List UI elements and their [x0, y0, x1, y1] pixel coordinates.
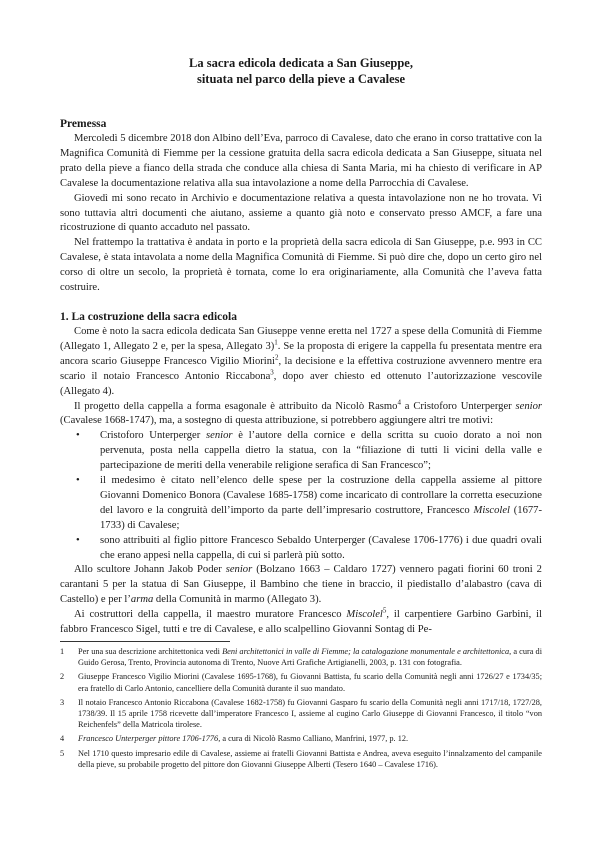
- section-1: [60, 310, 542, 638]
- footnote: 2 Giuseppe Francesco Vigilio Miorini (Cavalese 1695-1768), fu Giovanni Battista, fu scario della Comunità negli anni 1726/27 e 1734/35; era fratello di Carlo Antonio, cancelliere della Comunità durante il suo mandato.: [60, 672, 542, 693]
- section-1-paragraph-3: Allo scultore Johann Jakob Poder senior (Bolzano 1663 – Caldaro 1727) vennero pagati fiorini 60 troni 2 carantani 5 per la statua di San Giuseppe, il Bambino che tiene in braccio, il piedistallo d’alabastro (cava di Castello) e per l’arma della Comunità in marmo (Allegato 3).: [60, 564, 542, 606]
- premessa-heading: Premessa: [60, 118, 107, 130]
- footnote-ref-3[interactable]: 3: [270, 368, 274, 377]
- footnote: 5 Nel 1710 questo impresario edile di Cavalese, assieme ai fratelli Giovanni Battista e Andrea, aveva eseguito l’innalzamento del campanile della pieve, su probabile progetto del pittore don Giovanni Giuseppe Alberti (Tesero 1640 – Cavalese 1716).: [60, 748, 542, 769]
- list-item: • Cristoforo Unterperger senior è l’autore della cornice e della scritta su cuoio dorato a noi non pervenuta, posta nella cappella dietro la statua, con la “filiazione di tutti li vicini della valle e partecipazione de meriti della venerabile religione serafica di San Francesco”;: [76, 430, 542, 472]
- document-page: [60, 55, 542, 773]
- title-line-1: La sacra edicola dedicata a San Giuseppe,: [189, 56, 413, 70]
- footnote-number: 3: [60, 697, 65, 707]
- footnote-divider: [60, 641, 230, 642]
- footnote-ref-5[interactable]: 5: [382, 606, 387, 615]
- bullet-icon: •: [76, 534, 80, 546]
- premessa-paragraph-1: Mercoledì 5 dicembre 2018 don Albino dell’Eva, parroco di Cavalese, dato che erano in corso trattative con la Magnifica Comunità di Fiemme per la cessione gratuita della sacra edicola dedicata a San Giuseppe, situata nel prato della pieve a fianco della strada che conduce alla chiesa di Santa Maria, mi ha chiesto di verificare in AP Cavalese la documentazione relativa alla sua intavolazione a nome della Parrocchia di Cavalese.: [60, 133, 542, 189]
- footnotes: [60, 646, 542, 770]
- list-item: • sono attribuiti al figlio pittore Francesco Sebaldo Unterperger (Cavalese 1706-1776) i due quadri ovali che erano appesi nella cappella, di cui si parlerà più sotto.: [76, 534, 542, 561]
- bullet-icon: •: [76, 430, 80, 442]
- bullet-icon: •: [76, 475, 80, 487]
- document-title: [60, 55, 542, 87]
- title-line-2: situata nel parco della pieve a Cavalese: [196, 72, 406, 86]
- footnote: 1 Per una sua descrizione architettonica vedi Beni architettonici in valle di Fiemme; la catalogazione monumentale e architettonica, a cura di Guido Gerosa, Trento, Provincia autonoma di Trento, Nuove Arti Grafiche Artigianelli, 2003, p. 131 con fotografia.: [60, 647, 542, 668]
- premessa-paragraph-2: Giovedì mi sono recato in Archivio e documentazione relativa a questa intavolazione non ne ho trovata. Vi sono tuttavia altri documenti che aiutano, assieme a quanto già noto e conservato presso AMCF, a fare una ricostruzione di quanto accaduto nel passato.: [60, 192, 542, 234]
- section-1-paragraph-4: Ai costruttori della cappella, il maestro muratore Francesco Miscolel$^5$, il carpentiere Garbino Garbini, il fabbro Francesco Sigel, tutti e tre di Cavalese, e allo scalpellino Giovanni Sontag di Pe-: [60, 606, 542, 636]
- footnote-ref-4[interactable]: 4: [397, 397, 401, 406]
- footnote-number: 5: [60, 748, 65, 758]
- footnote-number: 4: [60, 734, 65, 744]
- footnote-ref-1[interactable]: 1: [274, 338, 278, 347]
- premessa-paragraph-3: Nel frattempo la trattativa è andata in porto e la proprietà della sacra edicola di San Giuseppe, p.e. 993 in CC Cavalese, è stata intavolata a nome della Magnifica Comunità di Fiemme. Si può dire che, dopo un certo giro nel corso di oltre un secolo, la proprietà è tornata, come lo era originariamente, alla Comunità che l’aveva fatta costruire.: [60, 237, 542, 294]
- footnote-number: 1: [60, 647, 65, 656]
- footnote-ref-2[interactable]: 2: [274, 353, 279, 362]
- footnote: 4 Francesco Unterperger pittore 1706-1776, a cura di Nicolò Rasmo Calliano, Manfrini, 1977, p. 12.: [60, 734, 409, 744]
- section-1-paragraph-2: Il progetto della cappella a forma esagonale è attribuito da Nicolò Rasmo$^4$ a Cristoforo Unterperger senior (Cavalese 1668-1747), ma, a sostegno di questa attribuzione, si potrebbero aggiungere altri tre motivi:: [60, 397, 543, 427]
- section-1-paragraph-1: Come è noto la sacra edicola dedicata San Giuseppe venne eretta nel 1727 a spese della Comunità di Fiemme (Allegato 1, Allegato 2 e, per la spesa, Allegato 3)$^1$. Se la proposta di erigere la cappella fu presentata mentre era ancora scario Giuseppe Francesco Vigilio Miorini$^2$, la decisione e la effettiva costruzione avvennero mentre era scario il notaio Francesco Antonio Riccabona$^3$, dopo aver chiesto ed ottenuto l’autorizzazione vescovile (Allegato 4).: [60, 325, 543, 397]
- section-1-heading: 1. La costruzione della sacra edicola: [60, 310, 237, 323]
- premessa-section: [60, 117, 542, 296]
- list-item: • il medesimo è citato nell’elenco delle spese per la costruzione della cappella assieme al pittore Giovanni Domenico Bonora (Cavalese 1685-1758) come incaricato di controllare la corretta esecuzione del lavoro e la congruità dell’importo da parte dell’impresario costruttore, Francesco Miscolel (1677-1733) di Cavalese;: [76, 475, 542, 531]
- footnote: 3 Il notaio Francesco Antonio Riccabona (Cavalese 1682-1758) fu Giovanni Gasparo fu scario della Comunità negli anni 1717/18, 1727/28, 1738/39. Il 15 aprile 1758 ricevette dall’imperatore Francesco I, assieme al cugino Carlo Giuseppe di Giovanni Francesco, il titolo “von Reichenfels” della Matricola tirolese.: [60, 697, 542, 730]
- motivi-list: [60, 429, 542, 563]
- footnote-number: 2: [60, 672, 65, 682]
